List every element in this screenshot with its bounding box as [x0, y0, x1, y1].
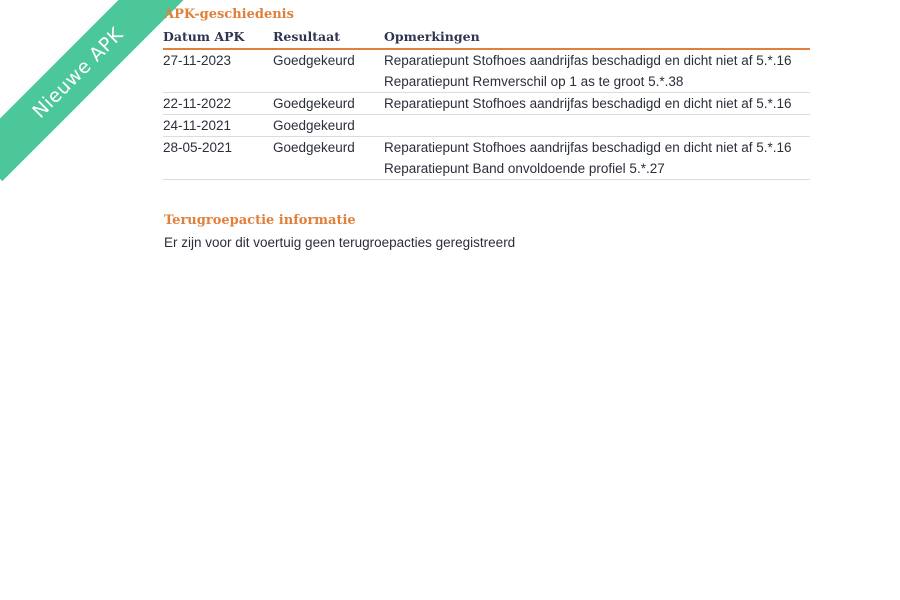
apk-result: Goedgekeurd: [273, 115, 384, 137]
table-row: [163, 49, 810, 93]
remark-line: Reparatiepunt Remverschil op 1 as te groot 5.*.38: [384, 74, 684, 89]
table-row: [163, 137, 810, 180]
remark-line: Reparatiepunt Band onvoldoende profiel 5.*.27: [384, 161, 665, 176]
apk-date: 24-11-2021: [163, 115, 273, 137]
apk-date: 28-05-2021: [163, 137, 273, 180]
apk-result: Goedgekeurd: [273, 93, 384, 115]
recall-info-text: Er zijn voor dit voertuig geen terugroepacties geregistreerd: [164, 235, 516, 250]
table-header-row: [163, 27, 810, 49]
apk-remarks: [384, 115, 810, 137]
apk-remarks: [384, 93, 810, 115]
new-apk-badge: Nieuwe APK: [0, 0, 186, 181]
apk-result: Goedgekeurd: [273, 49, 384, 93]
recall-info-title: Terugroepactie informatie: [164, 213, 356, 228]
apk-date: 22-11-2022: [163, 93, 273, 115]
apk-remarks: [384, 137, 810, 180]
apk-result: Goedgekeurd: [273, 137, 384, 180]
column-header-result: Resultaat: [273, 27, 384, 49]
remark-line: Reparatiepunt Stofhoes aandrijfas beschadigd en dicht niet af 5.*.16: [384, 140, 792, 155]
column-header-date: Datum APK: [163, 27, 273, 49]
apk-date: 27-11-2023: [163, 49, 273, 93]
remark-line: Reparatiepunt Stofhoes aandrijfas beschadigd en dicht niet af 5.*.16: [384, 96, 792, 111]
column-header-remarks: Opmerkingen: [384, 27, 810, 49]
apk-history-title: APK-geschiedenis: [164, 7, 294, 22]
apk-history-table: [163, 27, 810, 180]
table-row: [163, 93, 810, 115]
table-row: [163, 115, 810, 137]
remark-line: Reparatiepunt Stofhoes aandrijfas beschadigd en dicht niet af 5.*.16: [384, 53, 792, 68]
apk-remarks: [384, 49, 810, 93]
